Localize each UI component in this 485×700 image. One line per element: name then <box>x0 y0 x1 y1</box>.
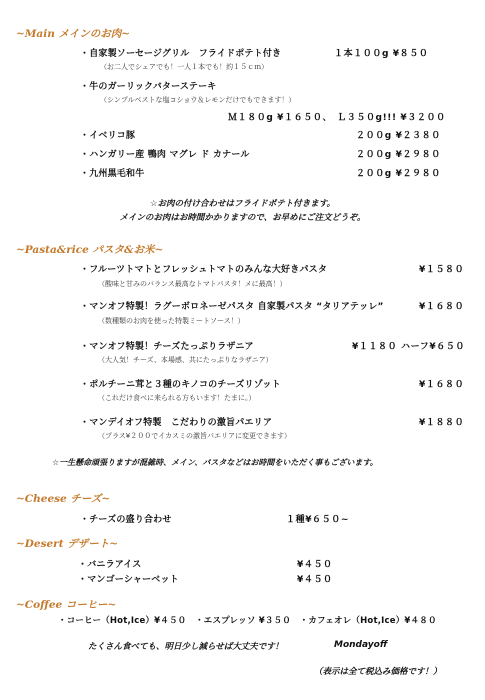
menu-item-cheese-plate: ・チーズの盛り合わせ <box>80 515 172 525</box>
menu-price-bolognese: ¥１６８０ <box>419 302 465 312</box>
menu-price-iberico: ２００g ¥２３８０ <box>356 131 441 141</box>
menu-desc-bolognese: （数種類のお肉を使った特製ミートソース！） <box>98 317 245 325</box>
section-header-desert: ~Desert デザート~ <box>16 538 119 550</box>
footer-brand: Mondayoff <box>334 640 388 650</box>
menu-price-tomato-pasta: ¥１５８０ <box>419 265 465 275</box>
menu-item-iberico: ・イベリコ豚 <box>80 131 136 141</box>
section-header-pasta: ~Pasta&rice パスタ&お米~ <box>16 244 164 256</box>
menu-price-mango: ¥４５０ <box>297 575 333 585</box>
footer-message: たくさん食べても、明日少し減らせば大丈夫です！ <box>88 642 284 652</box>
menu-desc-risotto: （これだけ食べに来られる方もいます！たまに。） <box>98 394 256 402</box>
menu-item-mango: ・マンゴーシャーベット <box>78 575 179 585</box>
main-note-time: メインのお肉はお時間かかりますので、お早めにご注文どうぞ。 <box>119 213 366 223</box>
menu-desc-lasagna: （大人気！チーズ、本場感、共にたっぷりなラザニア） <box>98 356 273 364</box>
menu-item-sausage: ・自家製ソーセージグリル フライドポテト付き <box>80 49 282 59</box>
menu-price-risotto: ¥１６８０ <box>419 380 465 390</box>
menu-price-sausage: １本１００g ¥８５０ <box>334 49 429 59</box>
menu-item-steak: ・牛のガーリックバターステーキ <box>80 82 217 92</box>
section-header-cheese: ~Cheese チーズ~ <box>16 493 111 505</box>
menu-item-vanilla: ・バニラアイス <box>78 560 142 570</box>
pasta-note: ☆一生懸命頑張りますが混雑時、メイン、パスタなどはお時間をいただく事もございます。 <box>52 458 378 467</box>
section-header-main: ~Main メインのお肉~ <box>16 28 131 40</box>
footer-tax-note: （表示は全て税込み価格です！） <box>314 667 442 677</box>
coffee-line: ・コーヒー（Hot,Ice）¥４５０ ・エスプレッソ ¥３５０ ・カフェオレ（Hot,Ice）¥４８０ <box>58 616 437 626</box>
menu-desc-sausage: （お二人でシェアでも！一人１本でも！約１５ｃｍ） <box>100 63 269 71</box>
menu-item-lasagna: ・マンオフ特製！チーズたっぷりラザニア <box>80 342 254 352</box>
menu-item-paella: ・マンデイオフ特製 こだわりの激旨パエリア <box>80 418 273 428</box>
menu-price-cheese-plate: １種¥６５０~ <box>286 515 350 525</box>
menu-item-tomato-pasta: ・フルーツトマトとフレッシュトマトのみんな大好きパスタ <box>80 265 328 275</box>
menu-item-risotto: ・ポルチーニ茸と３種のキノコのチーズリゾット <box>80 380 281 390</box>
menu-item-bolognese: ・マンオフ特製！ラグーボロネーゼパスタ 自家製パスタ “タリアテッレ” <box>80 302 384 312</box>
menu-price-paella: ¥１８８０ <box>419 418 465 428</box>
menu-price-steak: Ｍ１８０g ¥１６５０、 Ｌ３５０g!!! ¥３２００ <box>228 113 446 123</box>
menu-item-duck: ・ハンガリー産 鴨肉 マグレ ド カナール <box>80 150 250 160</box>
menu-price-duck: ２００g ¥２９８０ <box>356 150 441 160</box>
menu-desc-steak: （シンプルベストな塩コショウ＆レモンだけでもできます！） <box>100 96 296 104</box>
menu-item-wagyu: ・九州黒毛和牛 <box>80 169 145 179</box>
menu-price-lasagna: ¥１１８０ ハーフ¥６５０ <box>352 342 466 352</box>
main-note-side: ☆お肉の付け合わせはフライドポテト付きます。 <box>149 199 336 209</box>
section-header-coffee: ~Coffee コーヒー~ <box>16 599 117 611</box>
menu-desc-tomato-pasta: （酸味と甘みのバランス最高なトマトパスタ！メに最高！） <box>98 280 287 288</box>
menu-price-vanilla: ¥４５０ <box>297 560 333 570</box>
menu-desc-paella: （プラス¥２００でイカスミの激旨パエリアに変更できます） <box>98 432 292 440</box>
menu-price-wagyu: ２００g ¥２９８０ <box>356 169 441 179</box>
